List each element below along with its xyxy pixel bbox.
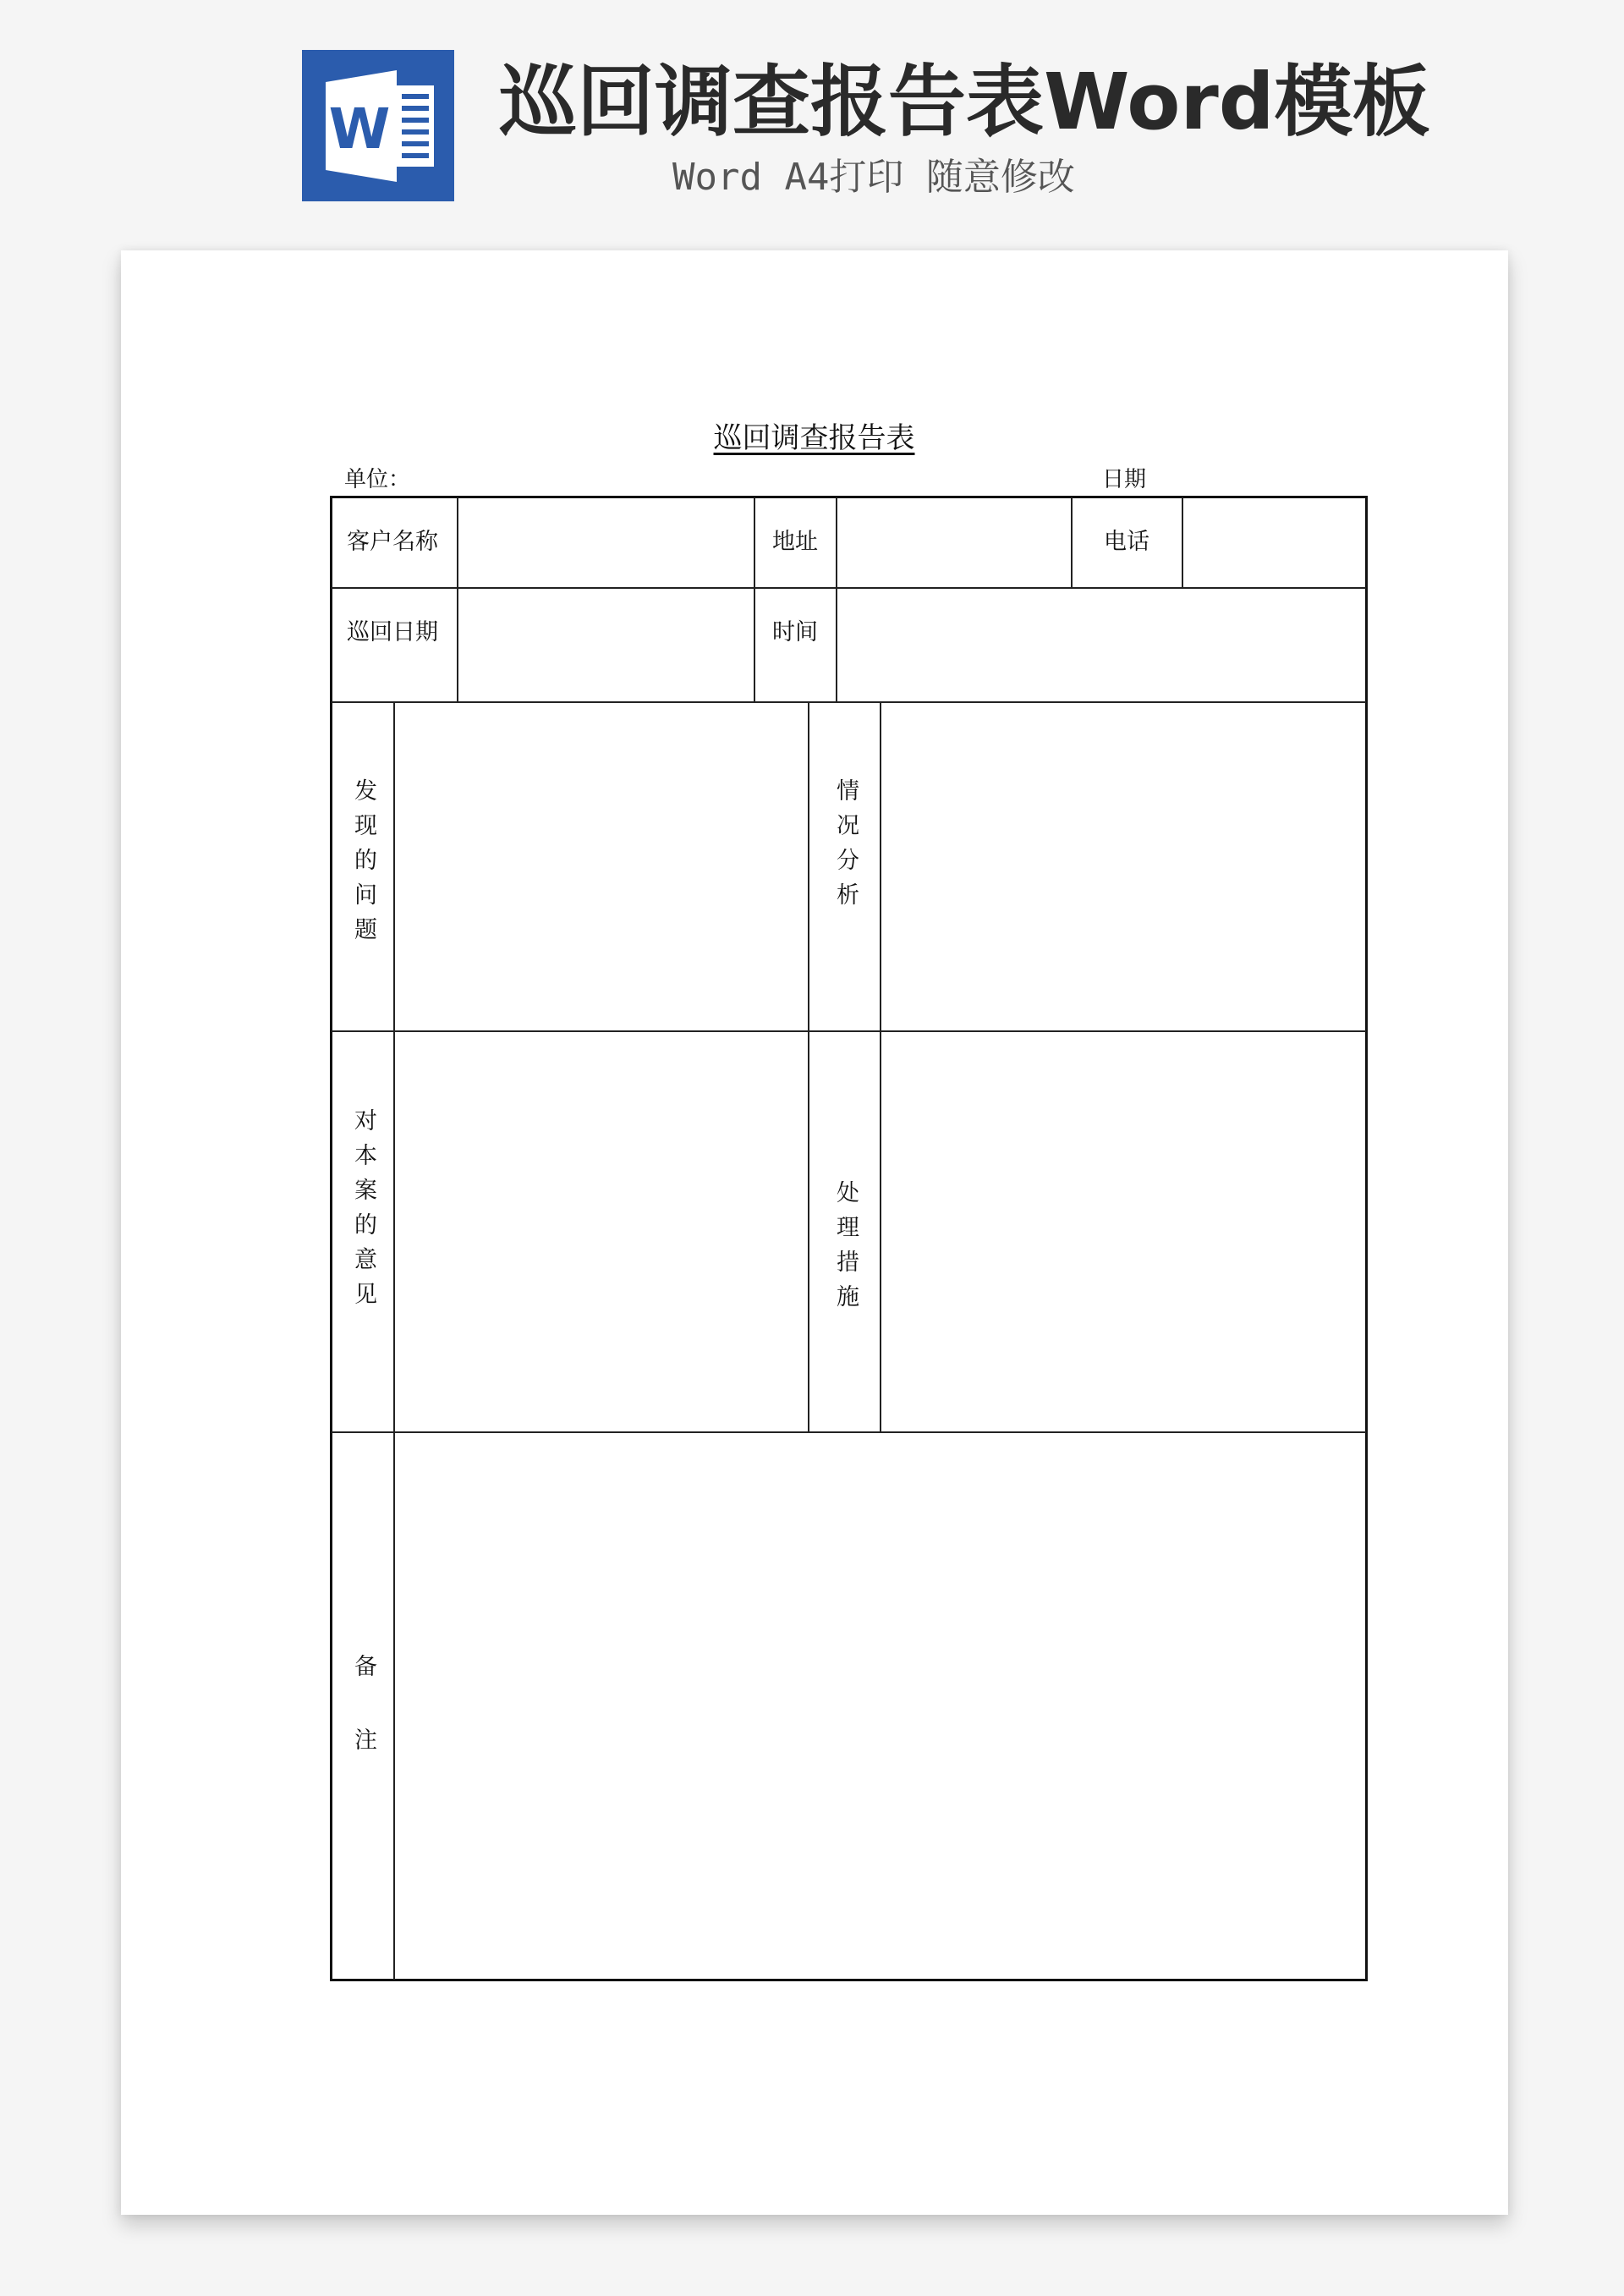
row-divider (332, 701, 1366, 703)
col-divider (880, 702, 881, 1432)
col-divider (1182, 497, 1183, 588)
measures-field[interactable] (882, 1033, 1364, 1430)
document-title: 巡回调查报告表 (713, 421, 915, 455)
situation-analysis-label: 情况分析 (832, 778, 859, 917)
date-label: 日期 (1102, 467, 1147, 492)
time-field[interactable] (838, 590, 1364, 700)
situation-analysis-field[interactable] (882, 704, 1364, 1029)
col-divider (836, 497, 837, 702)
phone-label: 电话 (1104, 529, 1149, 555)
banner-subtitle: Word A4打印 随意修改 (672, 156, 1075, 199)
problems-found-field[interactable] (396, 704, 806, 1029)
address-label: 地址 (772, 529, 818, 555)
patrol-date-label: 巡回日期 (347, 619, 438, 645)
col-divider (754, 497, 755, 702)
unit-label: 单位： (344, 467, 411, 492)
problems-found-label: 发现的问题 (350, 778, 376, 952)
phone-field[interactable] (1184, 499, 1363, 585)
col-divider (457, 497, 458, 702)
address-field[interactable] (838, 499, 1069, 585)
col-divider (1071, 497, 1073, 588)
patrol-date-field[interactable] (459, 590, 752, 700)
measures-label: 处理措施 (832, 1180, 859, 1319)
remarks-label: 备注 (350, 1654, 376, 1801)
customer-name-label: 客户名称 (347, 529, 438, 555)
word-logo-icon (302, 50, 454, 201)
row-divider (332, 587, 1366, 589)
logo-letter: W (328, 96, 391, 162)
row-divider (332, 1030, 1366, 1032)
customer-name-field[interactable] (459, 499, 752, 585)
time-label: 时间 (772, 619, 818, 645)
row-divider (332, 1431, 1366, 1433)
banner-title: 巡回调查报告表Word模板 (499, 57, 1430, 147)
col-divider (393, 702, 395, 1980)
col-divider (808, 702, 809, 1432)
opinion-label: 对本案的意见 (350, 1108, 376, 1316)
opinion-field[interactable] (396, 1033, 806, 1430)
remarks-field[interactable] (396, 1434, 1364, 1978)
